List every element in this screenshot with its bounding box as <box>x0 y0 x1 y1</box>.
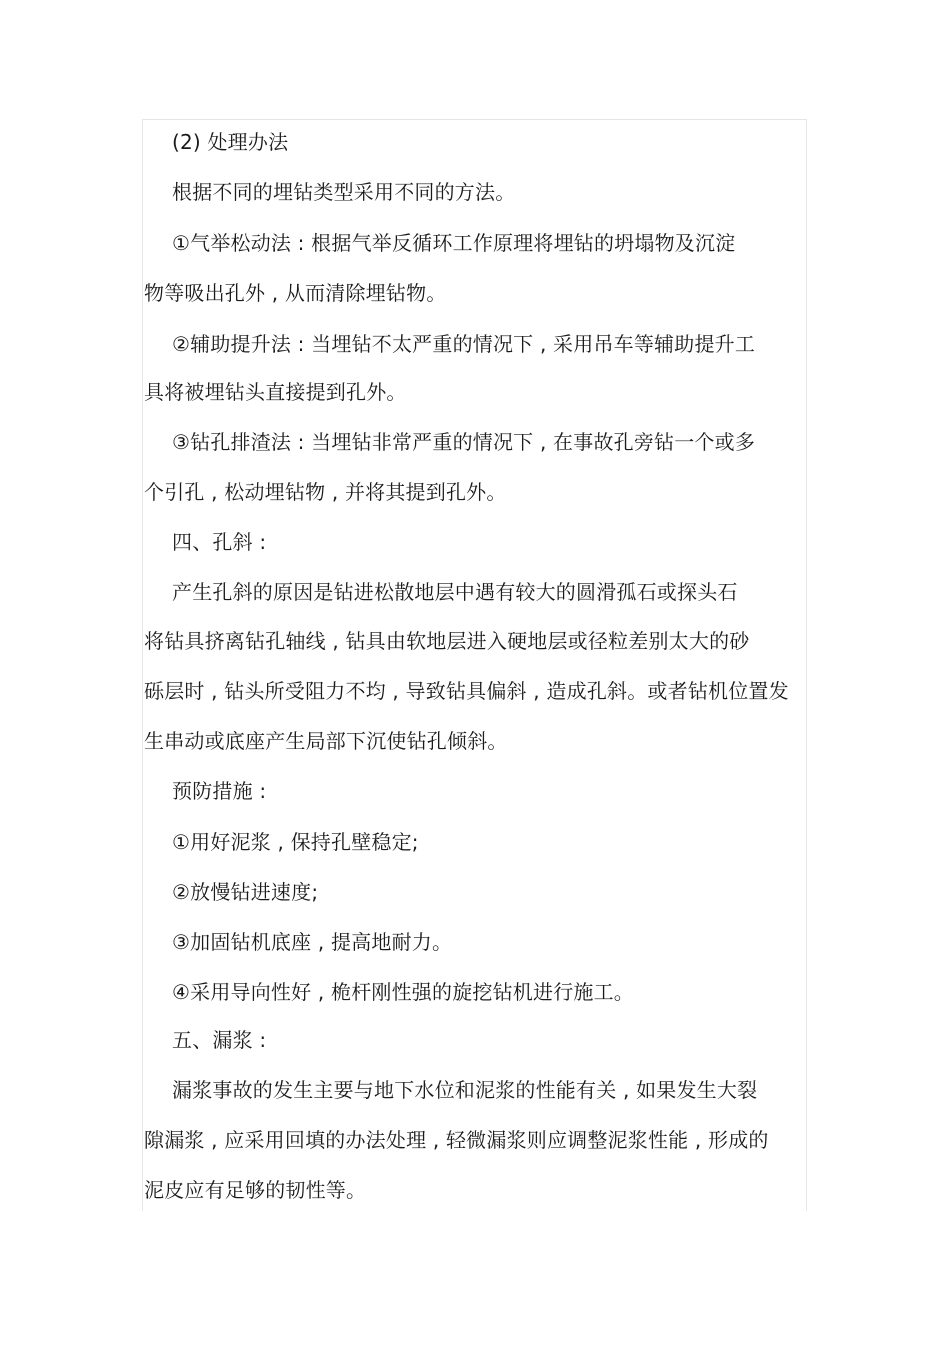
section-heading-leakage: 五、漏浆 : <box>172 1028 267 1052</box>
paragraph-line: 泥皮应有足够的韧性等。 <box>144 1178 367 1202</box>
paragraph-line: ①气举松动法 : 根据气举反循环工作原理将埋钻的坍塌物及沉淀 <box>172 231 736 255</box>
paragraph-line: 隙漏浆 , 应采用回填的办法处理 , 轻微漏浆则应调整泥浆性能 , 形成的 <box>144 1128 769 1152</box>
paragraph-line: ②辅助提升法 : 当埋钻不太严重的情况下 , 采用吊车等辅助提升工 <box>172 332 756 356</box>
paragraph-line: 具将被埋钻头直接提到孔外。 <box>144 380 407 404</box>
paragraph-line: 个引孔 , 松动埋钻物 , 并将其提到孔外。 <box>144 480 507 504</box>
paragraph-line: ③钻孔排渣法 : 当埋钻非常严重的情况下 , 在事故孔旁钻一个或多 <box>172 430 756 454</box>
paragraph-line: 砾层时 , 钻头所受阻力不均 , 导致钻具偏斜 , 造成孔斜。或者钻机位置发 <box>144 679 789 703</box>
paragraph-line: 根据不同的埋钻类型采用不同的方法。 <box>172 180 516 204</box>
section-heading-treatment: (2) 处理办法 <box>172 130 289 154</box>
list-item: ②放慢钻进速度; <box>172 880 319 904</box>
paragraph-line: 产生孔斜的原因是钻进松散地层中遇有较大的圆滑孤石或探头石 <box>172 580 738 604</box>
section-heading-hole-slant: 四、孔斜 : <box>172 530 267 554</box>
paragraph-line: 生串动或底座产生局部下沉使钻孔倾斜。 <box>144 729 508 753</box>
list-item: ④采用导向性好 , 桅杆刚性强的旋挖钻机进行施工。 <box>172 980 635 1004</box>
paragraph-line: 物等吸出孔外 , 从而清除埋钻物。 <box>144 281 447 305</box>
paragraph-line: 漏浆事故的发生主要与地下水位和泥浆的性能有关 , 如果发生大裂 <box>172 1078 758 1102</box>
paragraph-line: 将钻具挤离钻孔轴线 , 钻具由软地层进入硬地层或径粒差别太大的砂 <box>144 629 750 653</box>
subheading-prevention: 预防措施 : <box>172 779 267 803</box>
list-item: ①用好泥浆 , 保持孔壁稳定; <box>172 830 419 854</box>
list-item: ③加固钻机底座 , 提高地耐力。 <box>172 930 453 954</box>
